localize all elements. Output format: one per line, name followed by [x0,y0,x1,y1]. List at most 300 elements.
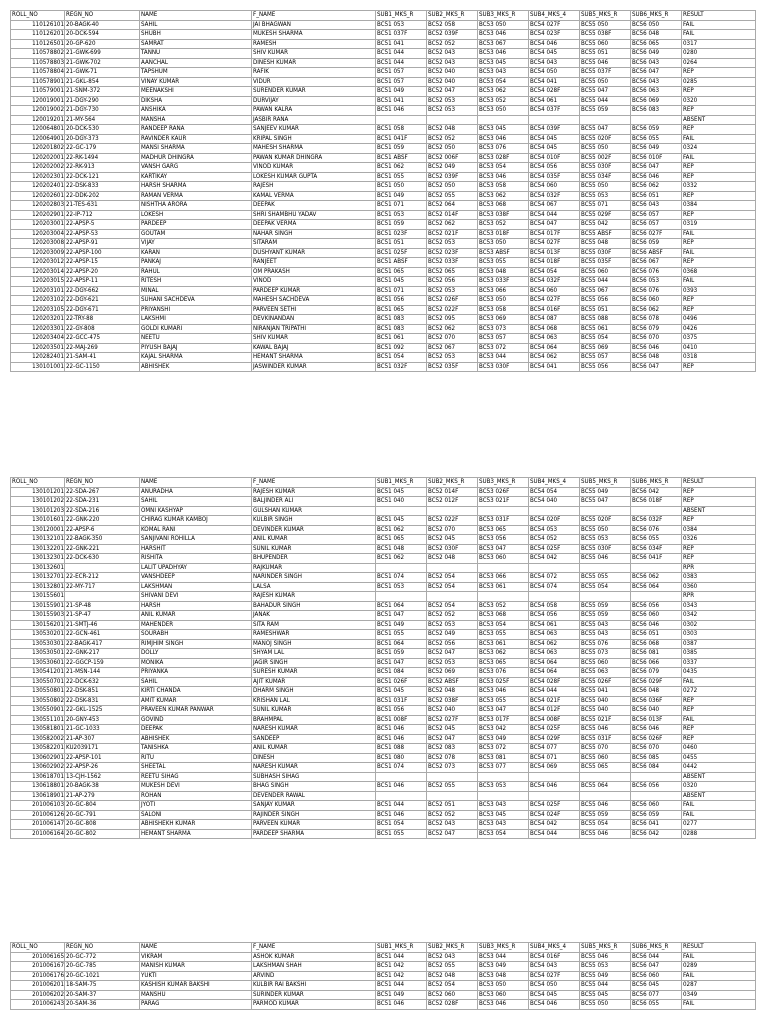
table-cell: BC55 047 [580,87,631,97]
table-cell: LAKSHMAN SHAH [252,962,376,972]
table-cell: BC53 054 [478,163,529,173]
table-cell: TANNU [140,49,252,59]
table-cell: 22-DSK-833 [65,182,140,192]
table-cell: 21-MY-564 [65,115,140,125]
table-row [11,516,756,526]
table-cell: BC55 060 [580,753,631,763]
table-cell: BC56 026F [631,734,682,744]
table-cell: 20-DCK-530 [65,125,140,135]
table-cell [631,772,682,782]
table-cell: MEENAKSHI [140,87,252,97]
table-cell: BC56 046 [631,725,682,735]
table-cell: BC56 076 [631,267,682,277]
table-cell: 22-BAGK-417 [65,639,140,649]
table-cell: BC56 047 [631,362,682,372]
table-cell: 0324 [682,144,756,154]
table-cell: ANURADHA [140,487,252,497]
table-cell: 130155903 [11,611,65,621]
table-cell: BC51 037F [376,30,427,40]
table-cell: BC55 050 [580,20,631,30]
table-cell: BC56 048 [631,353,682,363]
table-cell: BC54 052 [529,535,580,545]
table-cell: BC54 062 [529,353,580,363]
table-cell: 110126201 [11,30,65,40]
table-cell: VINOD [252,277,376,287]
table-cell: JASBIR RANA [252,115,376,125]
table-cell: 0320 [682,96,756,106]
table-cell: FAIL [682,30,756,40]
table-cell: LAKSHMI [140,315,252,325]
table-cell: SANJAY KUMAR [252,801,376,811]
table-cell: BC56 062 [631,573,682,583]
table-cell: BC53 033F [478,277,529,287]
table-cell: BC51 065 [376,267,427,277]
table-cell: BC54 046 [529,1000,580,1010]
table-cell: 130582002 [11,734,65,744]
table-row [11,525,756,535]
table-cell: BC51 074 [376,573,427,583]
table-cell: 120202803 [11,201,65,211]
table-cell: BC55 043 [580,620,631,630]
table-cell: BC53 021F [478,497,529,507]
table-row [11,725,756,735]
table-cell: BC53 ABSF [478,248,529,258]
table-cell: BC55 056 [580,362,631,372]
table-cell: GULSHAN KUMAR [252,506,376,516]
table-cell: BC53 038F [478,210,529,220]
table-cell: BRAHMPAL [252,715,376,725]
table-cell: BC53 046 [478,134,529,144]
table-cell: 22-MAJ-269 [65,343,140,353]
table-cell: BC52 048 [427,687,478,697]
table-cell: BC52 022F [427,305,478,315]
table-cell: SAHIL [140,497,252,507]
table-cell: BC51 045 [376,277,427,287]
table-cell: MUKESH DEVI [140,782,252,792]
table-cell: PANKAJ [140,258,252,268]
table-cell: BC55 076 [580,639,631,649]
table-cell: BC53 081 [478,753,529,763]
column-header: SUB6_MKS_R [631,11,682,21]
table-cell: REP [682,296,756,306]
table-cell: 20-GC-1021 [65,971,140,981]
table-row [11,305,756,315]
table-cell: VIDUR [252,77,376,87]
table-cell: 0349 [682,990,756,1000]
table-cell: BC56 046 [631,343,682,353]
table-cell: BC51 046 [376,1000,427,1010]
table-cell: 130581801 [11,725,65,735]
table-row [11,286,756,296]
table-cell: BC51 064 [376,639,427,649]
table-cell: BC54 035F [529,172,580,182]
table-cell: BC52 062 [427,324,478,334]
table-cell: BC55 065 [580,763,631,773]
table-cell: 0326 [682,535,756,545]
table-cell [580,563,631,573]
table-cell: BC53 050 [478,239,529,249]
table-cell: BC52 030F [427,544,478,554]
table-cell: BC54 023F [529,30,580,40]
table-cell: SANDEEP [252,734,376,744]
table-cell: SHEETAL [140,763,252,773]
table-cell: KULBIR SINGH [252,516,376,526]
table-cell: BC51 049 [376,990,427,1000]
table-cell: BC56 083 [631,106,682,116]
table-cell: SALONI [140,810,252,820]
table-cell: BC53 068 [478,611,529,621]
table-cell: 21-DGY-730 [65,106,140,116]
table-cell: BC52 038F [427,696,478,706]
table-cell: BC54 064 [529,658,580,668]
table-cell: FAIL [682,248,756,258]
table-cell [376,115,427,125]
table-cell: JASWINDER KUMAR [252,362,376,372]
table-row [11,153,756,163]
table-cell: BC53 065 [478,525,529,535]
table-cell: BC56 050 [631,20,682,30]
table-cell: 20-GC-802 [65,829,140,839]
table-cell [580,115,631,125]
column-header: SUB3_MKS_R [478,478,529,488]
table-cell: 22-APSP-6 [65,525,140,535]
table-cell: 21-GWK-71 [65,68,140,78]
table-cell: ARVIND [252,971,376,981]
table-cell: BC54 062 [529,639,580,649]
table-cell: BC51 046 [376,106,427,116]
table-cell [376,772,427,782]
column-header: NAME [140,943,252,953]
table-cell: REP [682,106,756,116]
table-cell [478,592,529,602]
table-cell: BC54 027F [529,296,580,306]
table-cell: 120201802 [11,144,65,154]
table-cell: ABHISHEK [140,362,252,372]
table-row [11,77,756,87]
table-cell: 21-SP-48 [65,601,140,611]
table-cell: 0317 [682,39,756,49]
table-row [11,554,756,564]
table-cell: BC54 056 [529,163,580,173]
column-header: SUB4_MKS_4 [529,478,580,488]
table-cell: 130101203 [11,506,65,516]
table-row [11,68,756,78]
table-cell: 120203201 [11,315,65,325]
table-cell: 21-GC-1033 [65,725,140,735]
table-row [11,49,756,59]
table-cell: BC51 083 [376,315,427,325]
table-cell: RAJESH KUMAR [252,592,376,602]
table-cell: RAVINDER KAUR [140,134,252,144]
table-cell: BC54 060 [529,286,580,296]
table-cell: 120203105 [11,305,65,315]
table-cell: BC55 021F [580,715,631,725]
table-cell: 201006147 [11,820,65,830]
table-cell: BC52 069 [427,668,478,678]
table-cell: NEETU [140,334,252,344]
table-row [11,125,756,135]
table-cell: BC54 025F [529,801,580,811]
table-row [11,229,756,239]
table-cell: 120202601 [11,191,65,201]
table-cell: JYOTI [140,801,252,811]
table-cell: BC55 034F [580,172,631,182]
table-cell: BC56 042 [631,487,682,497]
column-header: NAME [140,478,252,488]
column-header: SUB6_MKS_R [631,943,682,953]
table-cell: BC55 041 [580,687,631,697]
table-cell: BC56 057 [631,210,682,220]
table-cell: SAMRAT [140,39,252,49]
table-cell: BC55 060 [580,39,631,49]
table-cell: BC51 045 [376,516,427,526]
table-cell: MONIKA [140,658,252,668]
table-cell: 0318 [682,353,756,363]
table-cell: BC51 074 [376,763,427,773]
table-cell: BALJINDER ALI [252,497,376,507]
table-row [11,487,756,497]
table-cell: SANJEEV KUMAR [252,125,376,135]
table-cell: BC52 047 [427,649,478,659]
column-header: ROLL_NO [11,943,65,953]
table-cell: 0264 [682,58,756,68]
table-cell: BC53 061 [478,639,529,649]
table-cell: 0332 [682,182,756,192]
table-cell: RISHITA [140,554,252,564]
table-cell: 22-APSP-53 [65,229,140,239]
table-cell: REP [682,497,756,507]
table-cell: BC55 055 [580,573,631,583]
table-cell: 130101202 [11,497,65,507]
table-cell: BC52 062 [427,220,478,230]
table-cell: BC52 040 [427,706,478,716]
table-cell: BC54 063 [529,334,580,344]
table-cell: DURVIJAY [252,96,376,106]
table-cell [580,791,631,801]
table-cell: REP [682,172,756,182]
table-cell: BC56 047 [631,962,682,972]
table-cell: BC56 063 [631,87,682,97]
table-cell: 110578804 [11,68,65,78]
table-cell: 130530501 [11,649,65,659]
table-cell: BC56 059 [631,239,682,249]
table-row [11,715,756,725]
table-cell: BC52 067 [427,343,478,353]
table-cell: SHIV KUMAR [252,334,376,344]
table-cell: BC53 053 [478,782,529,792]
table-cell: BC52 053 [427,658,478,668]
table-cell: AANCHAL [140,58,252,68]
column-header: SUB6_MKS_R [631,478,682,488]
column-header: SUB4_MKS_4 [529,11,580,21]
table-cell: REP [682,554,756,564]
table-cell: DEEPAK [140,725,252,735]
table-cell: BC56 060 [631,801,682,811]
table-cell: BC55 049 [580,487,631,497]
table-cell: BC51 046 [376,725,427,735]
table-cell: BC52 043 [427,820,478,830]
table-cell: BC56 060 [631,611,682,621]
table-cell: FAIL [682,971,756,981]
table-cell: 22-TRY-88 [65,315,140,325]
table-cell: 130541201 [11,668,65,678]
table-cell: KAMAL VERMA [252,191,376,201]
table-cell: VANSHDEEP [140,573,252,583]
table-cell: BC54 087 [529,315,580,325]
table-cell: 18-SAM-75 [65,981,140,991]
table-cell: 0435 [682,668,756,678]
table-cell: MAHENDER [140,620,252,630]
table-cell: BC53 072 [478,343,529,353]
table-cell: BC54 044 [529,687,580,697]
table-cell: NARINDER SINGH [252,573,376,583]
table-cell: BC56 046 [631,620,682,630]
table-cell: REP [682,163,756,173]
table-row [11,315,756,325]
table-cell: REP [682,305,756,315]
table-cell: BC55 054 [580,334,631,344]
table-cell: BC51 050 [376,182,427,192]
table-cell: BC54 063 [529,649,580,659]
table-cell: 120203001 [11,220,65,230]
column-header: RESULT [682,943,756,953]
table-cell: DINESH [252,753,376,763]
table-cell: 0426 [682,324,756,334]
table-cell: VINOD KUMAR [252,163,376,173]
table-cell [580,772,631,782]
table-cell: 20-GNY-453 [65,715,140,725]
table-cell: 22-DCK-121 [65,172,140,182]
table-cell: BC56 ABSF [631,248,682,258]
table-cell: BC52 045 [427,725,478,735]
table-cell: BC51 054 [376,353,427,363]
table-cell: BC55 057 [580,353,631,363]
table-cell: BC56 059 [631,810,682,820]
table-cell [529,506,580,516]
table-row [11,277,756,287]
table-cell: PIYUSH BAJAJ [140,343,252,353]
table-cell: FAIL [682,715,756,725]
table-cell: BC51 064 [376,601,427,611]
column-header: SUB5_MKS_R [580,478,631,488]
table-cell: SAHIL [140,677,252,687]
table-cell: BC53 065 [478,658,529,668]
table-cell: BC53 050 [478,981,529,991]
table-cell: 20-GC-772 [65,952,140,962]
table-cell: BC54 008F [529,715,580,725]
table-cell: LAKSHMAN [140,582,252,592]
table-row [11,1000,756,1010]
table-cell: 22-GC-179 [65,144,140,154]
table-cell: FAIL [682,1000,756,1010]
table-row [11,334,756,344]
table-cell: 0337 [682,658,756,668]
table-cell: PRIYANKA [140,668,252,678]
table-cell: BC54 064 [529,343,580,353]
table-cell: BC56 077 [631,990,682,1000]
table-cell: BC55 044 [580,981,631,991]
table-cell: BC53 052 [478,96,529,106]
table-cell: BC51 053 [376,582,427,592]
table-cell: BC55 030F [580,544,631,554]
table-cell: LOKESH [140,210,252,220]
table-cell: BC55 061 [580,324,631,334]
table-cell: BC52 047 [427,87,478,97]
table-cell: 22-SDA-216 [65,506,140,516]
table-cell: 22-MY-717 [65,582,140,592]
table-cell: BC51 054 [376,820,427,830]
table-cell: 130132601 [11,563,65,573]
table-cell: 120019001 [11,96,65,106]
table-cell: 20-GC-791 [65,810,140,820]
table-cell: BC56 043 [631,77,682,87]
table-cell: 22-GCC-475 [65,334,140,344]
table-cell: BC56 060 [631,296,682,306]
table-cell [376,563,427,573]
table-cell: BC53 046 [478,49,529,59]
table-cell: ANSHIKA [140,106,252,116]
table-cell: DEEPAK [252,201,376,211]
table-cell: 21-SP-47 [65,611,140,621]
table-cell: 201006103 [11,801,65,811]
table-cell: 20-GP-620 [65,39,140,49]
table-cell [631,563,682,573]
table-row [11,191,756,201]
table-cell: 22-DGY-662 [65,286,140,296]
table-cell: BC55 046 [580,554,631,564]
table-cell: BC51 ABSF [376,258,427,268]
table-cell [478,791,529,801]
table-cell: 22-GNK-220 [65,516,140,526]
table-cell: BC53 076 [478,668,529,678]
table-cell: 130550901 [11,706,65,716]
table-cell: BC51 065 [376,535,427,545]
table-cell: BC51 046 [376,734,427,744]
table-cell: 120203009 [11,248,65,258]
table-cell: 22-APSP-91 [65,239,140,249]
table-cell: BC53 069 [478,315,529,325]
table-cell: 22-DSK-851 [65,687,140,697]
table-cell: 22-SDA-231 [65,497,140,507]
table-row [11,201,756,211]
column-header: SUB3_MKS_R [478,11,529,21]
table-cell: FAIL [682,20,756,30]
table-cell: BC52 039F [427,172,478,182]
table-cell: BC52 027F [427,715,478,725]
table-cell: 120203404 [11,334,65,344]
table-cell: BC53 062 [478,649,529,659]
table-cell: BC54 020F [529,516,580,526]
table-cell: REP [682,191,756,201]
table-cell: BC51 088 [376,744,427,754]
column-header: SUB4_MKS_4 [529,943,580,953]
table-cell: BC55 030F [580,248,631,258]
table-cell: BC56 076 [631,525,682,535]
table-cell: 130132301 [11,554,65,564]
table-cell: BC56 036F [631,696,682,706]
table-cell: 201006243 [11,1000,65,1010]
table-cell: 120203015 [11,277,65,287]
table-cell: BC54 071 [529,753,580,763]
table-cell: BC52 023F [427,248,478,258]
table-cell: BC52 045 [427,535,478,545]
table-cell: BC56 057 [631,220,682,230]
table-cell: 130530601 [11,658,65,668]
table-row [11,668,756,678]
table-cell: 120202301 [11,172,65,182]
table-cell: 22-APSP-20 [65,267,140,277]
table-cell: RIMJHIM SINGH [140,639,252,649]
